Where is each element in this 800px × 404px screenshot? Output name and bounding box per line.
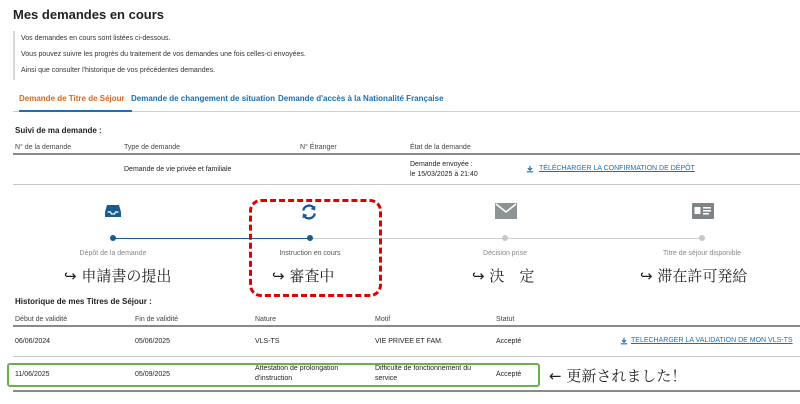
step-dot-depot xyxy=(110,235,116,241)
tab-changement-situation[interactable]: Demande de changement de situation xyxy=(131,94,276,103)
inbox-icon xyxy=(104,203,122,219)
suivi-header-divider xyxy=(13,153,800,155)
row2-debut: 11/06/2025 xyxy=(15,371,50,378)
download-icon xyxy=(620,337,628,345)
col-numero-etranger: N° Étranger xyxy=(300,144,337,151)
col-type-demande: Type de demande xyxy=(124,144,181,151)
step-label-instruction: Instruction en cours xyxy=(279,250,341,257)
jp-annotation-titre: ↪ 滞在許可発給 xyxy=(640,267,748,285)
col-fin-validite: Fin de validité xyxy=(135,316,179,323)
renewed-row-highlight xyxy=(7,363,540,387)
suivi-type-cell: Demande de vie privée et familiale xyxy=(124,166,232,173)
col-motif: Motif xyxy=(375,316,391,323)
intro-line-3: Ainsi que consulter l'historique de vos précédentes demandes. xyxy=(21,67,215,74)
row1-nature: VLS-TS xyxy=(255,338,280,345)
renewed-annotation: ← 更新されました！ xyxy=(549,367,687,385)
jp-annotation-depot: ↪ 申請書の提出 xyxy=(64,267,172,285)
intro-border xyxy=(13,31,15,80)
jp-annotation-instruction: ↪ 審査中 xyxy=(272,267,335,285)
current-step-highlight xyxy=(249,199,382,297)
download-confirmation-link[interactable]: TÉLÉCHARGER LA CONFIRMATION DE DÉPÔT xyxy=(539,165,695,172)
row1-motif: VIE PRIVEE ET FAM. xyxy=(375,338,443,345)
col-numero-demande: N° de la demande xyxy=(15,144,72,151)
id-card-icon xyxy=(692,203,714,219)
row2-statut: Accepté xyxy=(496,371,522,378)
historique-row2-divider xyxy=(13,390,800,392)
jp-annotation-decision: ↪ 決 定 xyxy=(472,267,535,285)
col-debut-validite: Début de validité xyxy=(15,316,68,323)
row2-nature: Attestation de prolongation d'instruction xyxy=(255,365,339,382)
intro-line-1: Vos demandes en cours sont listées ci-dessous. xyxy=(21,35,171,42)
step-dot-decision xyxy=(502,235,508,241)
page-title: Mes demandes en cours xyxy=(13,7,164,22)
row2-fin: 05/09/2025 xyxy=(135,371,171,378)
intro-line-2: Vous pouvez suivre les progrès du traitement de vos demandes une fois celles-ci envoyées. xyxy=(21,51,306,58)
suivi-etat-line1: Demande envoyée : xyxy=(410,161,473,168)
step-dot-titre xyxy=(699,235,705,241)
step-label-decision: Décision prise xyxy=(483,250,527,257)
tab-titre-de-sejour[interactable]: Demande de Titre de Séjour xyxy=(19,94,125,103)
request-tabs xyxy=(13,88,800,112)
suivi-section-title: Suivi de ma demande : xyxy=(15,126,102,135)
row1-fin: 05/06/2025 xyxy=(135,338,171,345)
historique-section-title: Historique de mes Titres de Séjour : xyxy=(15,297,152,306)
step-label-titre: Titre de séjour disponible xyxy=(663,250,741,257)
row1-statut: Accepté xyxy=(496,338,522,345)
active-tab-indicator xyxy=(19,110,132,112)
col-nature: Nature xyxy=(255,316,277,323)
step-label-depot: Dépôt de la demande xyxy=(79,250,147,257)
historique-header-divider xyxy=(13,325,800,327)
col-statut: Statut xyxy=(496,316,515,323)
col-etat-demande: État de la demande xyxy=(410,144,471,151)
suivi-row-divider xyxy=(13,184,800,185)
historique-row1-divider xyxy=(13,356,800,357)
download-icon xyxy=(526,165,534,173)
row2-motif: Difficulté de fonctionnement du service xyxy=(375,365,471,382)
tab-nationalite-francaise[interactable]: Demande d'accès à la Nationalité Française xyxy=(278,94,444,103)
envelope-icon xyxy=(495,203,517,219)
download-validation-link[interactable]: TELECHARGER LA VALIDATION DE MON VLS-TS xyxy=(631,337,793,344)
row1-debut: 06/06/2024 xyxy=(15,338,51,345)
suivi-etat-line2: le 15/03/2025 à 21:40 xyxy=(410,171,478,178)
